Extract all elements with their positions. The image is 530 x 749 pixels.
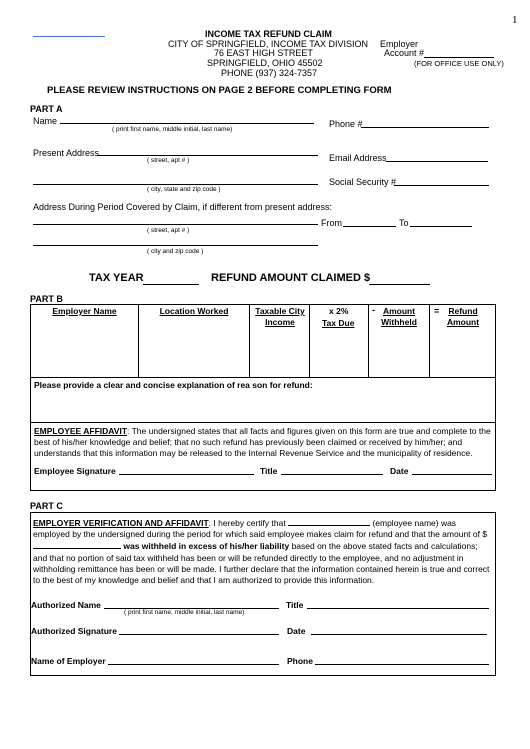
employee-date-field[interactable] [412,474,492,475]
account-number-field[interactable] [424,57,494,58]
employer-phone-label: Phone [287,656,313,666]
part-b-table [30,304,496,491]
explain-bottom-rule [30,422,496,423]
name-hint: ( print first name, middle initial, last name) [112,126,233,133]
col-two-percent: x 2% [329,306,349,316]
header-line2: 76 EAST HIGH STREET [214,48,313,58]
authorized-signature-field[interactable] [119,634,279,635]
employee-signature-label: Employee Signature [34,466,116,476]
name-field[interactable] [60,123,314,124]
to-field[interactable] [410,226,472,227]
col-amount-withheld: Amount Withheld [381,306,417,327]
tax-year-field[interactable] [143,284,199,285]
phone-label: Phone # [329,119,363,129]
part-b-heading: PART B [30,294,63,304]
employee-title-field[interactable] [281,474,383,475]
employee-name-blank[interactable] [288,517,370,526]
header-line1: CITY OF SPRINGFIELD, INCOME TAX DIVISION [168,39,369,49]
authorized-signature-label: Authorized Signature [31,626,117,636]
employer-name-field[interactable] [108,664,279,665]
account-label: Account # [384,48,425,58]
col-divider-5 [429,305,430,377]
form-title: INCOME TAX REFUND CLAIM [205,29,332,39]
covered-city-hint: ( city and zip code ) [147,248,204,255]
covered-address-label: Address During Period Covered by Claim, if different from present address: [33,202,332,212]
top-left-blank-line [33,36,105,37]
col-minus-sign: - [372,305,375,315]
employee-date-label: Date [390,466,409,476]
tax-year-label: TAX YEAR [89,272,144,284]
col-location-worked: Location Worked [159,306,229,316]
employer-name-label: Name of Employer [31,656,106,666]
instructions-heading: PLEASE REVIEW INSTRUCTIONS ON PAGE 2 BEFORE COMPLETING FORM [47,85,392,96]
header-line3: SPRINGFIELD, OHIO 45502 [207,58,323,68]
phone-field[interactable] [361,127,489,128]
from-field[interactable] [343,226,396,227]
explanation-label: Please provide a clear and concise explanation of rea son for refund: [34,380,313,390]
city-field[interactable] [33,184,318,185]
employee-title-label: Title [260,466,278,476]
covered-city-field[interactable] [33,245,318,246]
excess-amount-blank[interactable] [33,540,121,549]
employee-signature-field[interactable] [119,474,254,475]
email-field[interactable] [386,161,488,162]
employer-phone-field[interactable] [315,664,489,665]
email-label: Email Address [329,153,387,163]
part-c-heading: PART C [30,501,63,511]
to-label: To [399,218,409,228]
ssn-field[interactable] [394,185,489,186]
ssn-label: Social Security # [329,177,397,187]
employer-date-label: Date [287,626,306,636]
employee-affidavit: EMPLOYEE AFFIDAVIT: The undersigned states that all facts and figures given on this form are true and complete to the best of his/her knowledge and belief; that no such refund has previously been claimed or received by him/her; and understands that this information may be released to the Internal Revenue Service and the municipality of residence. [34,426,491,459]
employer-title-label: Title [286,600,304,610]
covered-street-hint: ( street, apt # ) [147,227,190,234]
col-equals-sign: = [434,306,440,316]
col-refund-amount: Refund Amount [446,306,480,327]
street-field[interactable] [97,155,318,156]
refund-amount-label: REFUND AMOUNT CLAIMED $ [211,272,371,284]
authorized-name-label: Authorized Name [31,600,101,610]
from-label: From [321,218,342,228]
present-address-label: Present Address [33,148,100,158]
street-hint: ( street, apt # ) [147,157,190,164]
col-tax-due: Tax Due [322,318,355,328]
employer-title-field[interactable] [307,608,489,609]
page-number: 1 [512,14,518,26]
office-use-note: (FOR OFFICE USE ONLY) [414,59,504,68]
name-label: Name [33,116,58,126]
part-a-heading: PART A [30,104,63,114]
city-hint: ( city, state and zip code ) [147,186,221,193]
employer-label: Employer [380,39,419,49]
col-divider-4 [368,305,369,377]
authorized-name-hint: ( print first name, middle initial, last name) [124,609,245,616]
col-taxable-income: Taxable City Income [255,306,305,327]
employer-date-field[interactable] [311,634,487,635]
refund-amount-field[interactable] [369,284,430,285]
employer-affidavit: EMPLOYER VERIFICATION AND AFFIDAVIT: I hereby certify that (employee name) was employed by the undersigned during the period for which said employee makes claim for refund and that the amount of $ was withheld in excess of his/her liability based on the above stated facts and calculations; and that no portion of said tax withheld has been or will be refunded directly to the employee, and no adjustment in withholding remittance has been or will be made. I further declare that the information contained herein is true and correct to the best of my knowledge and belief and that I am authorized to provide this information. [33,518,490,586]
col-employer-name: Employer Name [52,306,117,316]
header-line4: PHONE (937) 324-7357 [221,68,318,78]
col-divider-3 [309,305,310,377]
table-bottom-rule [30,377,496,378]
col-divider-2 [249,305,250,377]
covered-street-field[interactable] [33,224,318,225]
